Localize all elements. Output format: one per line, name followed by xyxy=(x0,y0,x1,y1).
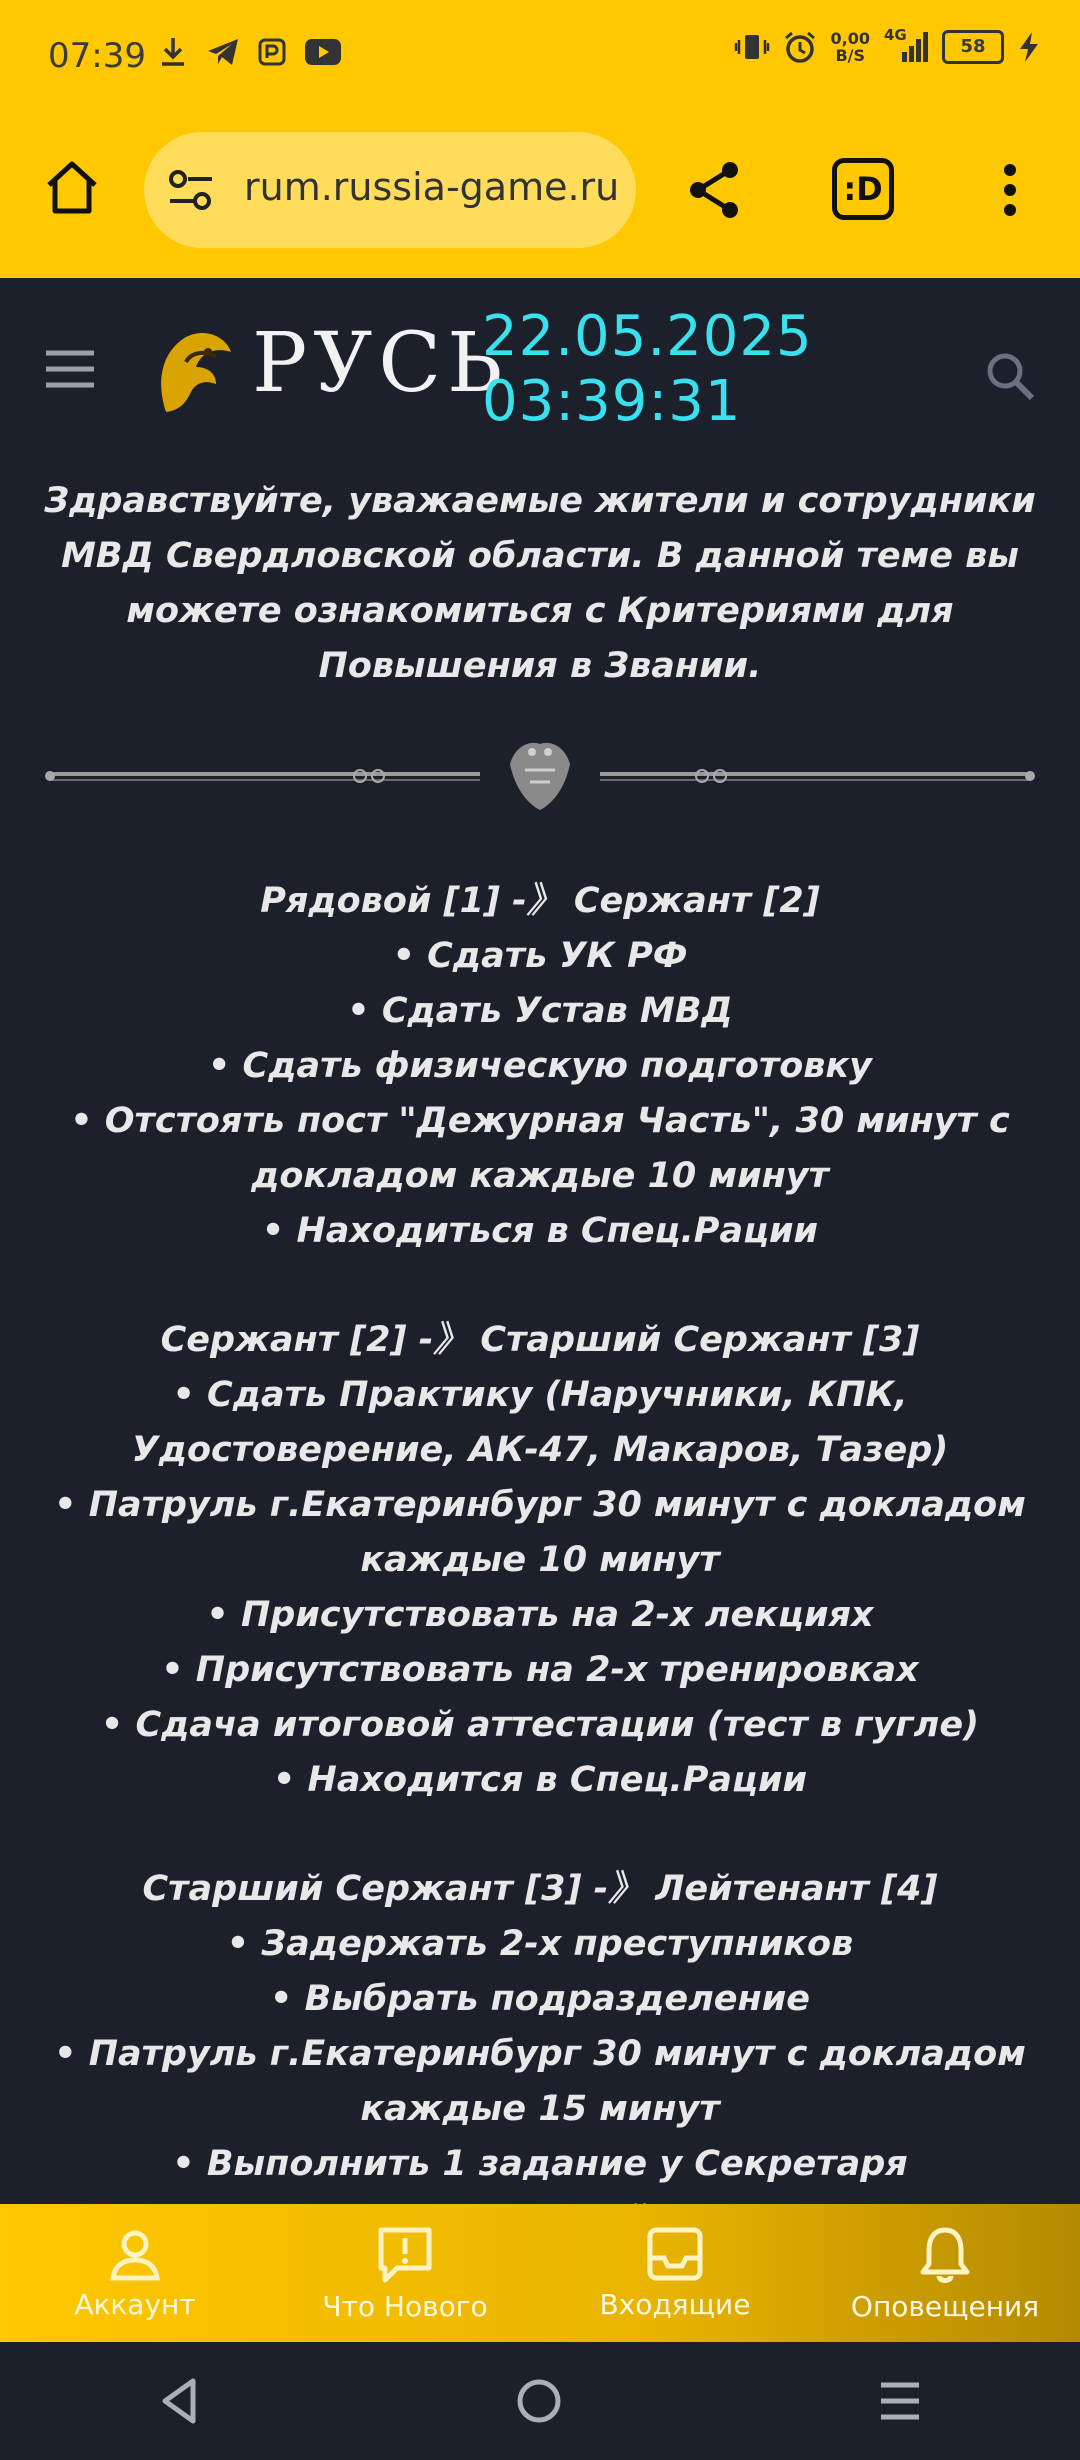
system-navigation-bar xyxy=(0,2342,1080,2460)
nav-account-label: Аккаунт xyxy=(74,2288,196,2321)
rank-criterion: • Находиться в Спец.Рации xyxy=(261,1211,819,1251)
post-content xyxy=(0,468,1080,2204)
share-button[interactable] xyxy=(676,152,752,228)
vibrate-icon xyxy=(735,32,769,62)
status-notification-icons xyxy=(158,36,342,68)
logo-text: РУСЬ xyxy=(252,316,509,411)
signal-icon: 4G xyxy=(884,30,928,64)
telegram-icon xyxy=(206,37,240,67)
rank-criterion: • Выполнить 1 задание у Секретаря xyxy=(172,2144,908,2184)
rank-criterion: • Сдать физическую подготовку xyxy=(207,1046,872,1086)
net-speed: 0,00 B/S xyxy=(830,29,870,65)
ornament-icon xyxy=(40,734,1040,814)
news-icon xyxy=(375,2226,435,2284)
nav-account[interactable] xyxy=(0,2204,270,2342)
logo-emblem-icon xyxy=(146,322,246,422)
inbox-icon xyxy=(646,2226,704,2282)
intro-text: Здравствуйте, уважаемые жители и сотрудники МВД Свердловской области. В данной теме вы можете ознакомиться с Критериями для Повышения в Звании. xyxy=(44,481,1036,686)
status-bar xyxy=(0,0,1080,108)
rank-criterion: • Находится в Спец.Рации xyxy=(272,1760,807,1800)
nav-inbox-label: Входящие xyxy=(599,2288,751,2321)
bottom-nav xyxy=(0,2204,1080,2342)
search-icon xyxy=(984,350,1036,402)
home-button[interactable] xyxy=(36,152,108,224)
more-vert-icon xyxy=(1002,162,1018,218)
status-system-icons xyxy=(735,26,1040,65)
home-icon xyxy=(41,157,103,219)
rank-criterion: • Сдача итоговой аттестации (тест в гугле) xyxy=(100,1705,980,1745)
url-text: rum.russia-game.ru xyxy=(244,165,620,209)
bell-icon xyxy=(917,2226,973,2284)
address-bar[interactable] xyxy=(144,132,636,248)
nav-inbox[interactable] xyxy=(540,2204,810,2342)
share-icon xyxy=(684,159,744,221)
rank-section xyxy=(0,874,1080,1259)
download-icon xyxy=(158,36,188,68)
home-circle-icon[interactable] xyxy=(514,2376,564,2426)
rank-criterion: • Сдать УК РФ xyxy=(392,936,688,976)
battery-indicator: 58 xyxy=(942,30,1004,64)
rank-criterion: • Отстоять пост "Дежурная Часть", 30 минут с докладом каждые 10 минут xyxy=(70,1101,1010,1196)
rank-section-title: Старший Сержант [3] -》 Лейтенант [4] xyxy=(142,1869,938,1909)
menu-button[interactable] xyxy=(40,344,100,394)
hamburger-icon xyxy=(44,349,96,389)
app-icon xyxy=(258,38,286,66)
site-logo[interactable] xyxy=(140,316,509,428)
rank-criterion: • Присутствовать на 2-х тренировках xyxy=(161,1650,919,1690)
site-settings-icon[interactable] xyxy=(166,168,216,212)
rank-section xyxy=(0,1313,1080,1808)
rank-criterion: • Выбрать подразделение xyxy=(270,1979,810,2019)
rank-criterion: • Сдать Устав МВД xyxy=(347,991,733,1031)
browser-toolbar xyxy=(0,108,1080,278)
rank-criterion: • Сдать Практику (Наручники, КПК, Удостоверение, АК-47, Макаров, Тазер) xyxy=(131,1375,949,1470)
rank-section-title: Сержант [2] -》 Старший Сержант [3] xyxy=(160,1320,920,1360)
rank-criterion: • Задержать 2-х преступников xyxy=(226,1924,854,1964)
recents-icon[interactable] xyxy=(877,2379,923,2423)
nav-whats-new-label: Что Нового xyxy=(322,2290,488,2323)
rank-criterion: • Патруль г.Екатеринбург 30 минут с докладом каждые 15 минут xyxy=(54,2034,1026,2129)
search-button[interactable] xyxy=(980,346,1040,406)
alarm-icon xyxy=(783,30,817,64)
tabs-button[interactable]: :D xyxy=(832,158,894,220)
server-clock: 22.05.2025 03:39:31 xyxy=(482,304,813,434)
more-menu-button[interactable] xyxy=(990,152,1030,228)
nav-notifications[interactable] xyxy=(810,2204,1080,2342)
rank-criterion: • Присутствовать на 2-х лекциях xyxy=(206,1595,874,1635)
ornament-divider xyxy=(40,734,1040,814)
nav-whats-new[interactable] xyxy=(270,2204,540,2342)
user-icon xyxy=(107,2226,163,2282)
charging-icon xyxy=(1018,31,1040,63)
site-header xyxy=(0,278,1080,468)
nav-notifications-label: Оповещения xyxy=(850,2290,1040,2323)
status-time: 07:39 xyxy=(48,36,146,76)
rank-section-title: Рядовой [1] -》 Сержант [2] xyxy=(260,881,820,921)
rank-criterion: • Патруль г.Екатеринбург 30 минут с докладом каждые 10 минут xyxy=(54,1485,1026,1580)
youtube-icon xyxy=(304,38,342,66)
back-icon[interactable] xyxy=(157,2376,201,2426)
